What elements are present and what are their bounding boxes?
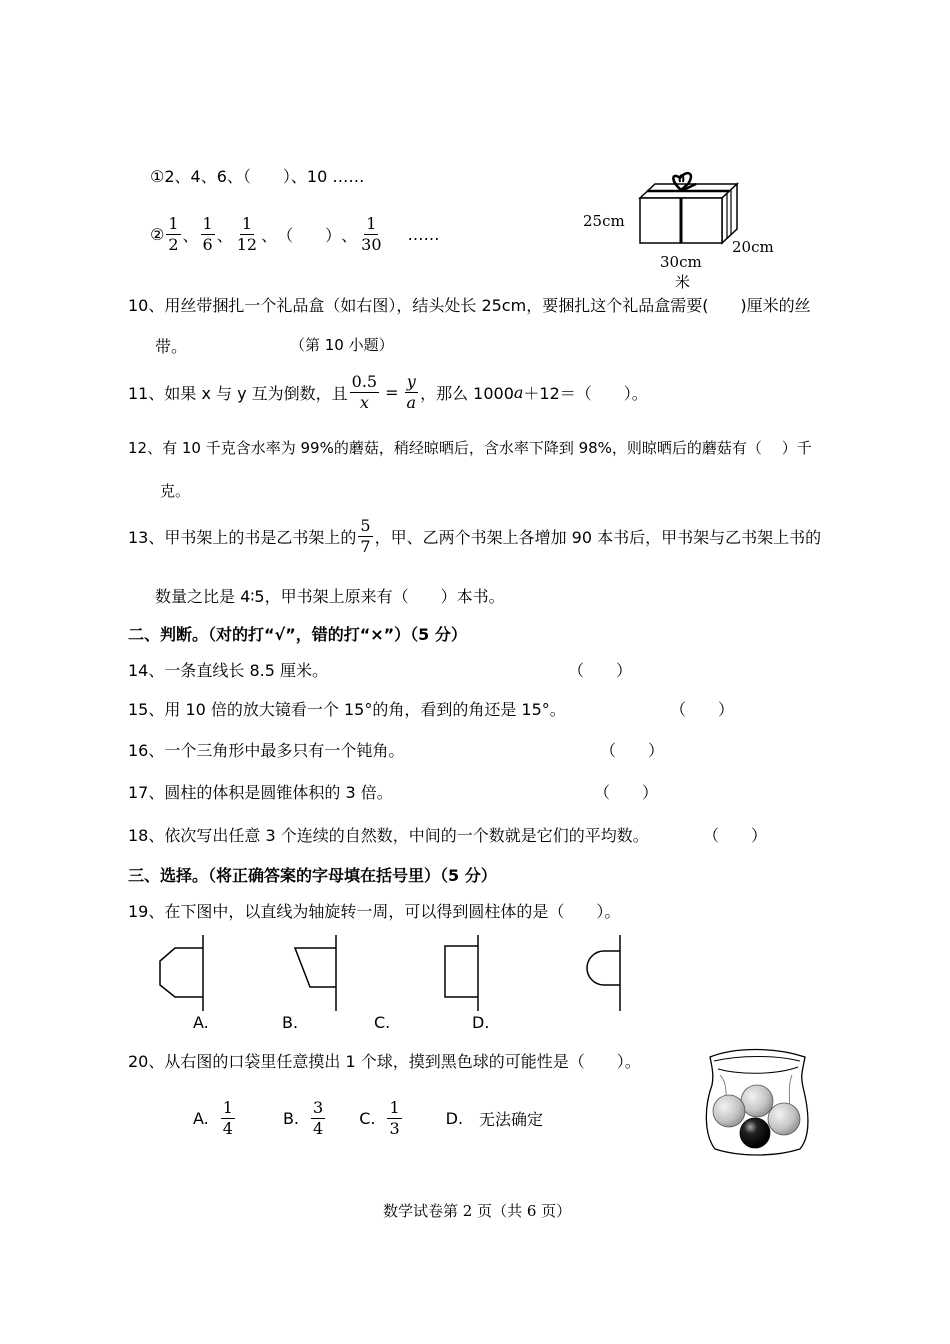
box-width-label: 30cm — [660, 253, 702, 271]
sequence-2: ② $\frac{1}{2}$ 、 $\frac{1}{6}$ 、 $\frac{1}{12}$ 、 （ ） 、 $\frac{1}{30}$ …… — [150, 214, 440, 254]
q20-option-d[interactable]: D. — [445, 1109, 464, 1128]
box-unit-label: 米 — [675, 273, 691, 291]
q13-line2: 数量之比是 4∶5，甲书架上原来有（ ）本书。 — [155, 587, 505, 606]
q19-option-c[interactable]: C. — [374, 1013, 391, 1032]
q16: 16、一个三角形中最多只有一个钝角。 — [128, 741, 405, 760]
ball-bag-figure — [700, 1045, 815, 1160]
q19-option-d[interactable]: D. — [472, 1013, 490, 1032]
seq2-frac-2: $\frac{1}{6}$ — [202, 214, 213, 254]
q19-option-a[interactable]: A. — [193, 1013, 209, 1032]
seq2-prefix: ② — [150, 225, 165, 244]
q20: 20、从右图的口袋里任意摸出 1 个球，摸到黑色球的可能性是（ ）。 — [128, 1052, 641, 1071]
q14: 14、一条直线长 8.5 厘米。 — [128, 661, 328, 680]
q20-option-d-text: 无法确定 — [479, 1110, 544, 1129]
q10-line1: 10、用丝带捆扎一个礼品盒（如右图），结头处长 25cm，要捆扎这个礼品盒需要( )厘米的丝 — [128, 296, 811, 315]
q12-line1: 12、有 10 千克含水率为 99%的蘑菇，稍经晾晒后，含水率下降到 98%，则晾晒后的蘑菇有（ ）千 — [128, 439, 812, 457]
section-2-title: 二、判断。（对的打“√”，错的打“×”）（5 分） — [128, 625, 467, 644]
q20-options — [193, 1098, 543, 1139]
q20-option-a-frac: $\frac{1}{4}$ — [222, 1098, 233, 1138]
sequence-1: ①2、4、6、（ ）、10 …… — [150, 167, 365, 186]
seq2-frac-1: $\frac{1}{2}$ — [168, 214, 179, 254]
q19-shape-c — [440, 933, 500, 1013]
q20-option-b[interactable]: B. — [282, 1109, 299, 1128]
q19-shape-b — [290, 933, 350, 1013]
seq2-blank[interactable]: （ ） — [277, 226, 342, 245]
section-3-title: 三、选择。（将正确答案的字母填在括号里）（5 分） — [128, 866, 497, 885]
q16-blank[interactable]: （ ） — [600, 741, 665, 760]
box-height-label: 25cm — [583, 212, 625, 230]
q15-blank[interactable]: （ ） — [670, 700, 735, 719]
q13-line1: 13、甲书架上的书是乙书架上的 $\frac{5}{7}$ ，甲、乙两个书架上各增加 90 本书后，甲书架与乙书架上书的 — [128, 516, 822, 556]
q20-option-b-frac: $\frac{3}{4}$ — [313, 1098, 324, 1138]
q14-blank[interactable]: （ ） — [568, 661, 633, 680]
q20-option-c[interactable]: C. — [359, 1109, 376, 1128]
q19: 19、在下图中，以直线为轴旋转一周，可以得到圆柱体的是（ ）。 — [128, 902, 621, 921]
q15: 15、用 10 倍的放大镜看一个 15°的角，看到的角还是 15°。 — [128, 700, 566, 719]
q19-option-b[interactable]: B. — [282, 1013, 299, 1032]
box-depth-label: 20cm — [732, 238, 774, 256]
q10-line2: 带。 — [155, 337, 188, 356]
q12-line2: 克。 — [160, 482, 191, 500]
q11-frac-1: $\frac{0.5}{x}$ — [351, 372, 378, 412]
q11-frac-2: $\frac{y}{a}$ — [406, 372, 417, 412]
q19-shape-d — [582, 933, 642, 1013]
q18: 18、依次写出任意 3 个连续的自然数，中间的一个数就是它们的平均数。 — [128, 826, 649, 845]
page-footer: 数学试卷第 2 页（共 6 页） — [383, 1202, 572, 1220]
seq2-frac-3: $\frac{1}{12}$ — [236, 214, 258, 254]
q19-shape-a — [155, 933, 215, 1013]
q20-option-c-frac: $\frac{1}{3}$ — [389, 1098, 400, 1138]
q17: 17、圆柱的体积是圆锥体积的 3 倍。 — [128, 783, 393, 802]
seq2-frac-4: $\frac{1}{30}$ — [361, 214, 382, 254]
q11: 11、如果 x 与 y 互为倒数，且 $\frac{0.5}{x}$ = $\frac{y}{a}$ ，那么 1000 a ＋12＝（ ）。 — [128, 372, 648, 412]
q17-blank[interactable]: （ ） — [594, 783, 659, 802]
q20-option-a[interactable]: A. — [193, 1109, 209, 1128]
q18-blank[interactable]: （ ） — [703, 826, 768, 845]
q10-caption: （第 10 小题） — [290, 336, 394, 354]
q13-frac: $\frac{5}{7}$ — [360, 516, 371, 556]
